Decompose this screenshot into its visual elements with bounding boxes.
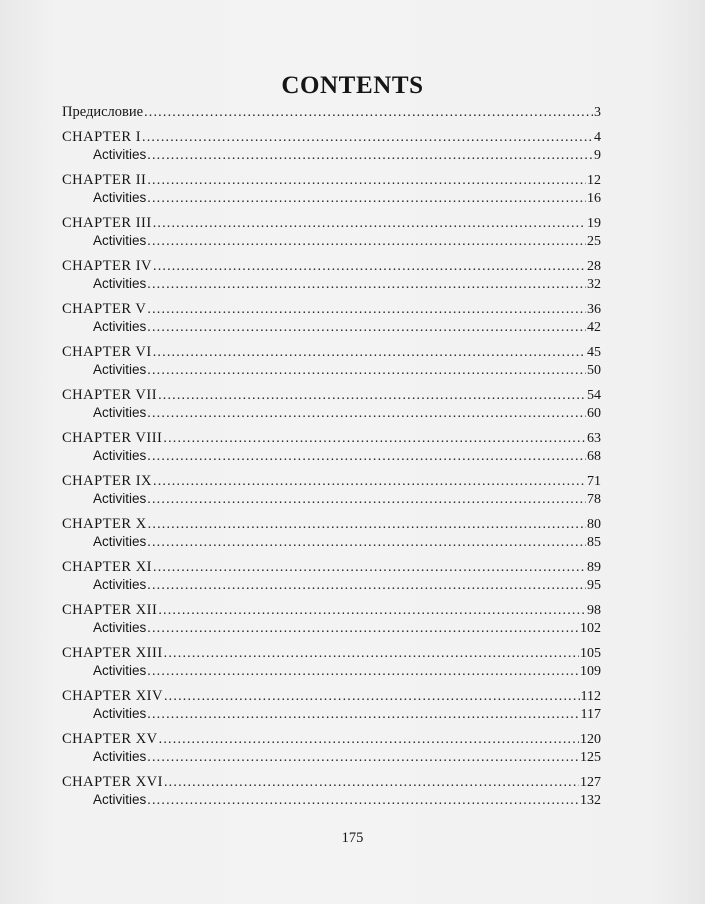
toc-entry-chapter <box>62 773 601 791</box>
toc-group-chapter-3 <box>62 214 601 250</box>
toc-entry-chapter <box>62 730 601 748</box>
toc-entry-activities <box>62 447 601 465</box>
dot-leader <box>158 601 586 619</box>
chapter-label: CHAPTER VIII <box>62 430 163 446</box>
chapter-page: 80 <box>587 517 601 532</box>
toc-entry-activities <box>62 146 601 164</box>
activities-page: 16 <box>587 191 601 206</box>
chapter-page: 63 <box>587 431 601 446</box>
dot-leader <box>163 429 586 447</box>
activities-label: Activities <box>93 147 147 162</box>
activities-page: 32 <box>587 277 601 292</box>
dot-leader <box>147 171 586 189</box>
chapter-label: CHAPTER V <box>62 301 147 317</box>
toc-group-chapter-13 <box>62 644 601 680</box>
chapter-label: CHAPTER XVI <box>62 774 163 790</box>
toc-entry-chapter <box>62 343 601 361</box>
dot-leader <box>147 705 579 723</box>
toc-entry-activities <box>62 748 601 766</box>
chapter-label: CHAPTER XI <box>62 559 152 575</box>
toc-group-chapter-8 <box>62 429 601 465</box>
toc-entry-chapter <box>62 386 601 404</box>
chapter-label: CHAPTER III <box>62 215 152 231</box>
activities-label: Activities <box>93 276 147 291</box>
chapter-label: CHAPTER I <box>62 129 142 145</box>
toc-group-chapter-9 <box>62 472 601 508</box>
toc-entry-activities <box>62 404 601 422</box>
activities-page: 109 <box>580 664 601 679</box>
toc-entry-chapter <box>62 257 601 275</box>
toc-entry-activities <box>62 361 601 379</box>
toc-entry-activities <box>62 275 601 293</box>
activities-label: Activities <box>93 620 147 635</box>
dot-leader <box>147 447 586 465</box>
dot-leader <box>147 662 579 680</box>
toc-entry-activities <box>62 791 601 809</box>
toc-group-chapter-1 <box>62 128 601 164</box>
activities-page: 60 <box>587 406 601 421</box>
toc-entry-chapter <box>62 687 601 705</box>
toc-entry-activities <box>62 189 601 207</box>
activities-page: 42 <box>587 320 601 335</box>
activities-page: 78 <box>587 492 601 507</box>
dot-leader <box>153 214 586 232</box>
activities-label: Activities <box>93 706 147 721</box>
chapter-page: 105 <box>580 646 601 661</box>
chapter-label: CHAPTER II <box>62 172 147 188</box>
toc-entry-activities <box>62 662 601 680</box>
dot-leader <box>147 275 586 293</box>
dot-leader <box>147 533 586 551</box>
dot-leader <box>164 687 580 705</box>
activities-page: 102 <box>580 621 601 636</box>
toc-group-chapter-12 <box>62 601 601 637</box>
activities-label: Activities <box>93 233 147 248</box>
activities-page: 132 <box>580 793 601 808</box>
toc-entry-label: Предисловие <box>62 104 144 120</box>
dot-leader <box>142 128 593 146</box>
toc-entry-activities <box>62 705 601 723</box>
activities-label: Activities <box>93 749 147 764</box>
activities-label: Activities <box>93 534 147 549</box>
activities-label: Activities <box>93 577 147 592</box>
chapter-label: CHAPTER VI <box>62 344 152 360</box>
toc-group-chapter-14 <box>62 687 601 723</box>
chapter-page: 4 <box>594 130 601 145</box>
activities-page: 68 <box>587 449 601 464</box>
toc-entry-activities <box>62 533 601 551</box>
toc-entry-page: 3 <box>594 105 601 120</box>
dot-leader <box>153 343 586 361</box>
activities-page: 95 <box>587 578 601 593</box>
activities-label: Activities <box>93 362 147 377</box>
toc-entry-activities <box>62 619 601 637</box>
chapter-page: 127 <box>580 775 601 790</box>
table-of-contents <box>62 103 601 816</box>
chapter-label: CHAPTER XIV <box>62 688 163 704</box>
toc-entry-chapter <box>62 214 601 232</box>
activities-label: Activities <box>93 405 147 420</box>
toc-group-chapter-5 <box>62 300 601 336</box>
activities-page: 25 <box>587 234 601 249</box>
toc-group-chapter-4 <box>62 257 601 293</box>
dot-leader <box>147 791 579 809</box>
activities-page: 117 <box>580 707 601 722</box>
dot-leader <box>147 748 579 766</box>
chapter-page: 28 <box>587 259 601 274</box>
chapter-page: 36 <box>587 302 601 317</box>
chapter-label: CHAPTER XII <box>62 602 158 618</box>
activities-label: Activities <box>93 792 147 807</box>
toc-entry-chapter <box>62 558 601 576</box>
toc-group-chapter-7 <box>62 386 601 422</box>
dot-leader <box>147 300 586 318</box>
dot-leader <box>153 472 586 490</box>
activities-page: 9 <box>594 148 601 163</box>
toc-entry-activities <box>62 318 601 336</box>
toc-entry-chapter <box>62 472 601 490</box>
chapter-page: 12 <box>587 173 601 188</box>
dot-leader <box>159 730 579 748</box>
chapter-page: 98 <box>587 603 601 618</box>
dot-leader <box>148 515 586 533</box>
chapter-page: 120 <box>580 732 601 747</box>
activities-page: 85 <box>587 535 601 550</box>
toc-group-chapter-2 <box>62 171 601 207</box>
dot-leader <box>158 386 586 404</box>
dot-leader <box>147 619 579 637</box>
dot-leader <box>164 773 579 791</box>
toc-entry-chapter <box>62 429 601 447</box>
dot-leader <box>147 318 586 336</box>
activities-label: Activities <box>93 448 147 463</box>
toc-entry-chapter <box>62 300 601 318</box>
chapter-page: 89 <box>587 560 601 575</box>
dot-leader <box>147 361 586 379</box>
chapter-page: 45 <box>587 345 601 360</box>
dot-leader <box>164 644 579 662</box>
toc-entry-chapter <box>62 171 601 189</box>
dot-leader <box>147 576 586 594</box>
chapter-page: 54 <box>587 388 601 403</box>
chapter-page: 19 <box>587 216 601 231</box>
dot-leader <box>147 146 593 164</box>
contents-title: CONTENTS <box>281 72 424 99</box>
chapter-label: CHAPTER VII <box>62 387 158 403</box>
dot-leader <box>153 257 586 275</box>
chapter-page: 112 <box>580 689 601 704</box>
toc-entry-activities <box>62 232 601 250</box>
toc-entry-preface <box>62 103 601 121</box>
chapter-label: CHAPTER IV <box>62 258 152 274</box>
activities-label: Activities <box>93 491 147 506</box>
toc-group-chapter-10 <box>62 515 601 551</box>
toc-group-chapter-11 <box>62 558 601 594</box>
activities-label: Activities <box>93 663 147 678</box>
toc-group-chapter-15 <box>62 730 601 766</box>
toc-entry-activities <box>62 490 601 508</box>
dot-leader <box>153 558 586 576</box>
activities-label: Activities <box>93 319 147 334</box>
chapter-page: 71 <box>587 474 601 489</box>
chapter-label: CHAPTER X <box>62 516 147 532</box>
toc-entry-activities <box>62 576 601 594</box>
dot-leader <box>147 404 586 422</box>
page-number: 175 <box>341 830 364 846</box>
dot-leader <box>147 490 586 508</box>
dot-leader <box>144 103 593 121</box>
activities-label: Activities <box>93 190 147 205</box>
chapter-label: CHAPTER XIII <box>62 645 163 661</box>
dot-leader <box>147 189 586 207</box>
toc-entry-chapter <box>62 601 601 619</box>
dot-leader <box>147 232 586 250</box>
activities-page: 50 <box>587 363 601 378</box>
chapter-label: CHAPTER XV <box>62 731 158 747</box>
activities-page: 125 <box>580 750 601 765</box>
chapter-label: CHAPTER IX <box>62 473 152 489</box>
toc-group-chapter-16 <box>62 773 601 809</box>
toc-entry-chapter <box>62 515 601 533</box>
toc-group-chapter-6 <box>62 343 601 379</box>
toc-entry-chapter <box>62 128 601 146</box>
toc-entry-chapter <box>62 644 601 662</box>
